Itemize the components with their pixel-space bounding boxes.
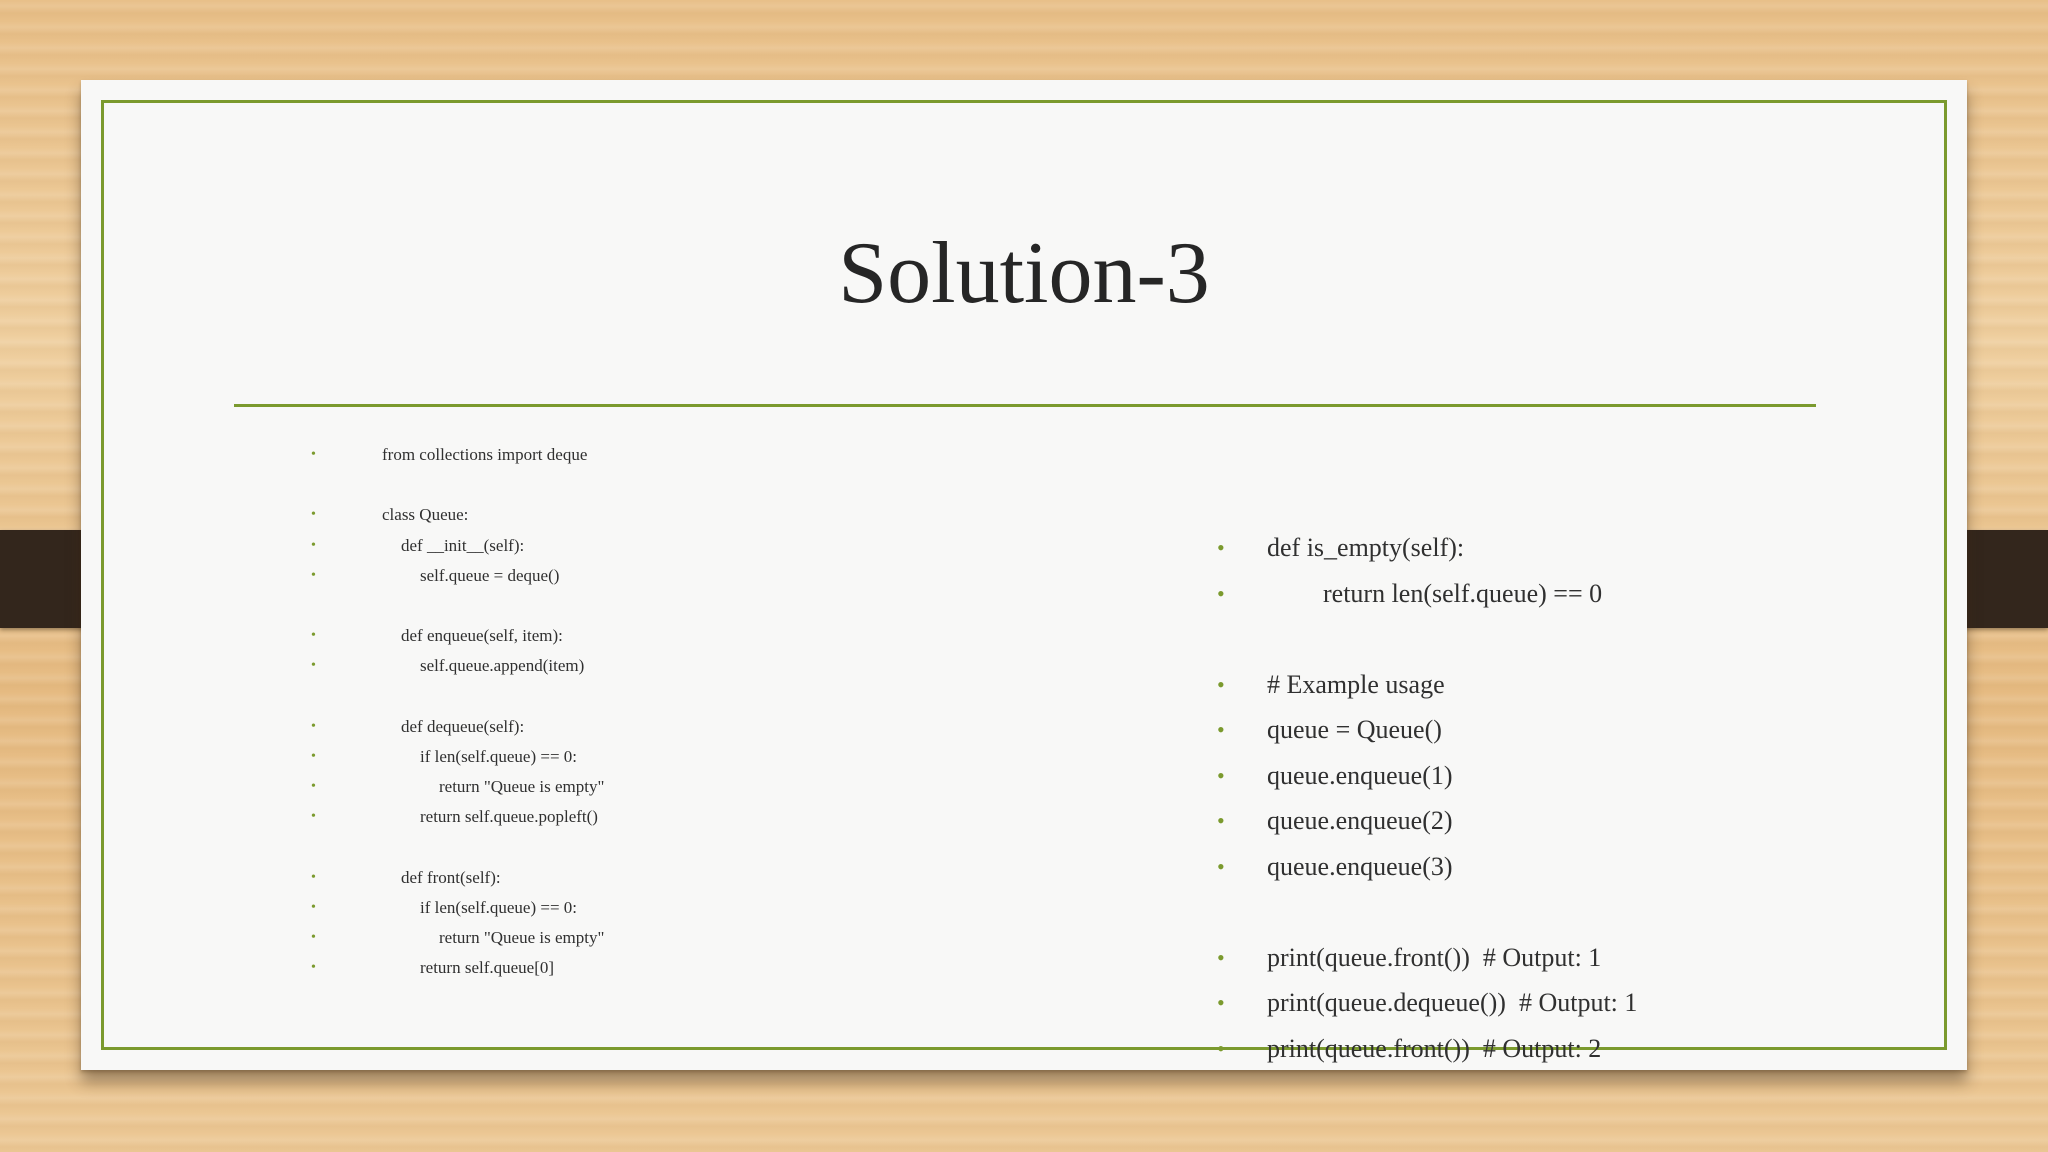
left-code-line-text: from collections import deque: [382, 445, 588, 464]
bullet-icon: •: [1217, 671, 1225, 697]
right-code-line: [1131, 798, 1931, 844]
bullet-icon: •: [1217, 1035, 1225, 1061]
left-code-line: [231, 561, 1031, 591]
left-code-line-text: self.queue.append(item): [420, 656, 585, 676]
bullet-icon: •: [1217, 580, 1225, 606]
right-code-line: [1131, 935, 1931, 981]
right-code-line: [1131, 753, 1931, 799]
bullet-icon: •: [311, 718, 316, 734]
bullet-icon: •: [311, 567, 316, 583]
left-code-line-text: if len(self.queue) == 0:: [420, 897, 578, 917]
right-code-line: [1131, 525, 1931, 571]
title-divider: [234, 404, 1816, 407]
left-code-line: [231, 772, 1031, 802]
left-code-line: [231, 742, 1031, 772]
left-code-line: [231, 470, 1031, 500]
bullet-icon: •: [1217, 762, 1225, 788]
bullet-icon: •: [311, 930, 316, 945]
left-code-line: [231, 500, 1031, 530]
left-code-line: [231, 531, 1031, 561]
left-code-line: [231, 893, 1031, 923]
right-code-line-text: print(queue.front()) # Output: 2: [1267, 1033, 1602, 1063]
left-code-line-text: return self.queue.popleft(): [420, 807, 598, 827]
bullet-icon: •: [311, 447, 316, 462]
right-code-line: [1131, 1026, 1931, 1072]
bullet-icon: •: [1217, 808, 1225, 833]
bullet-icon: •: [1217, 944, 1225, 970]
right-code-line-text: queue.enqueue(3): [1267, 851, 1453, 881]
left-code-line: [231, 863, 1031, 893]
left-code-line: [231, 591, 1031, 621]
bullet-icon: •: [1217, 853, 1225, 879]
left-code-line-text: self.queue = deque(): [420, 565, 560, 585]
slide-title: Solution-3: [838, 225, 1210, 322]
bullet-icon: •: [1217, 717, 1225, 742]
right-code-line: [1131, 571, 1931, 617]
bullet-icon: •: [311, 628, 316, 644]
left-code-line-text: def dequeue(self):: [401, 716, 525, 736]
right-code-line: [1131, 980, 1931, 1026]
left-code-line: [231, 923, 1031, 953]
left-code-line: [231, 621, 1031, 651]
bullet-icon: •: [311, 960, 316, 976]
bullet-icon: •: [311, 537, 316, 553]
left-code-line: [231, 953, 1031, 983]
right-code-line-text: queue.enqueue(1): [1267, 760, 1453, 790]
bullet-icon: •: [1217, 990, 1225, 1015]
left-code-line-text: if len(self.queue) == 0:: [420, 746, 578, 766]
left-code-line: [231, 712, 1031, 742]
right-code-line: [1131, 844, 1931, 890]
left-code-line: [231, 832, 1031, 862]
bullet-icon: •: [311, 809, 316, 825]
right-code-line: [1131, 889, 1931, 935]
right-code-line-text: def is_empty(self):: [1267, 533, 1465, 562]
right-code-column: [1131, 525, 1931, 1071]
right-code-line: [1131, 616, 1931, 662]
bullet-icon: •: [311, 899, 316, 915]
left-code-line: [231, 440, 1031, 470]
slide: [81, 80, 1967, 1070]
left-code-line-text: return self.queue[0]: [420, 958, 555, 978]
bullet-icon: •: [311, 869, 316, 885]
right-code-line-text: print(queue.front()) # Output: 1: [1267, 942, 1602, 972]
bullet-icon: •: [311, 748, 316, 764]
left-code-column: [231, 440, 1031, 983]
left-code-line-text: def enqueue(self, item):: [401, 626, 563, 646]
right-code-line: [1131, 662, 1931, 708]
bullet-icon: •: [311, 658, 316, 674]
right-code-line-text: print(queue.dequeue()) # Output: 1: [1267, 988, 1638, 1017]
right-code-line-text: queue.enqueue(2): [1267, 806, 1453, 835]
right-code-line: [1131, 707, 1931, 753]
bullet-icon: •: [1217, 535, 1225, 560]
left-code-line-text: def __init__(self):: [401, 535, 525, 555]
right-code-line-text: return len(self.queue) == 0: [1323, 578, 1603, 608]
left-code-line: [231, 651, 1031, 681]
left-code-line-text: return "Queue is empty": [439, 777, 605, 797]
left-code-line-text: class Queue:: [382, 505, 469, 525]
left-code-line: [231, 682, 1031, 712]
bullet-icon: •: [311, 507, 316, 523]
right-code-line-text: # Example usage: [1267, 669, 1445, 699]
right-code-line-text: queue = Queue(): [1267, 715, 1442, 744]
left-code-line-text: def front(self):: [401, 867, 501, 887]
left-code-line: [231, 802, 1031, 832]
left-code-line-text: return "Queue is empty": [439, 928, 605, 947]
bullet-icon: •: [311, 779, 316, 795]
